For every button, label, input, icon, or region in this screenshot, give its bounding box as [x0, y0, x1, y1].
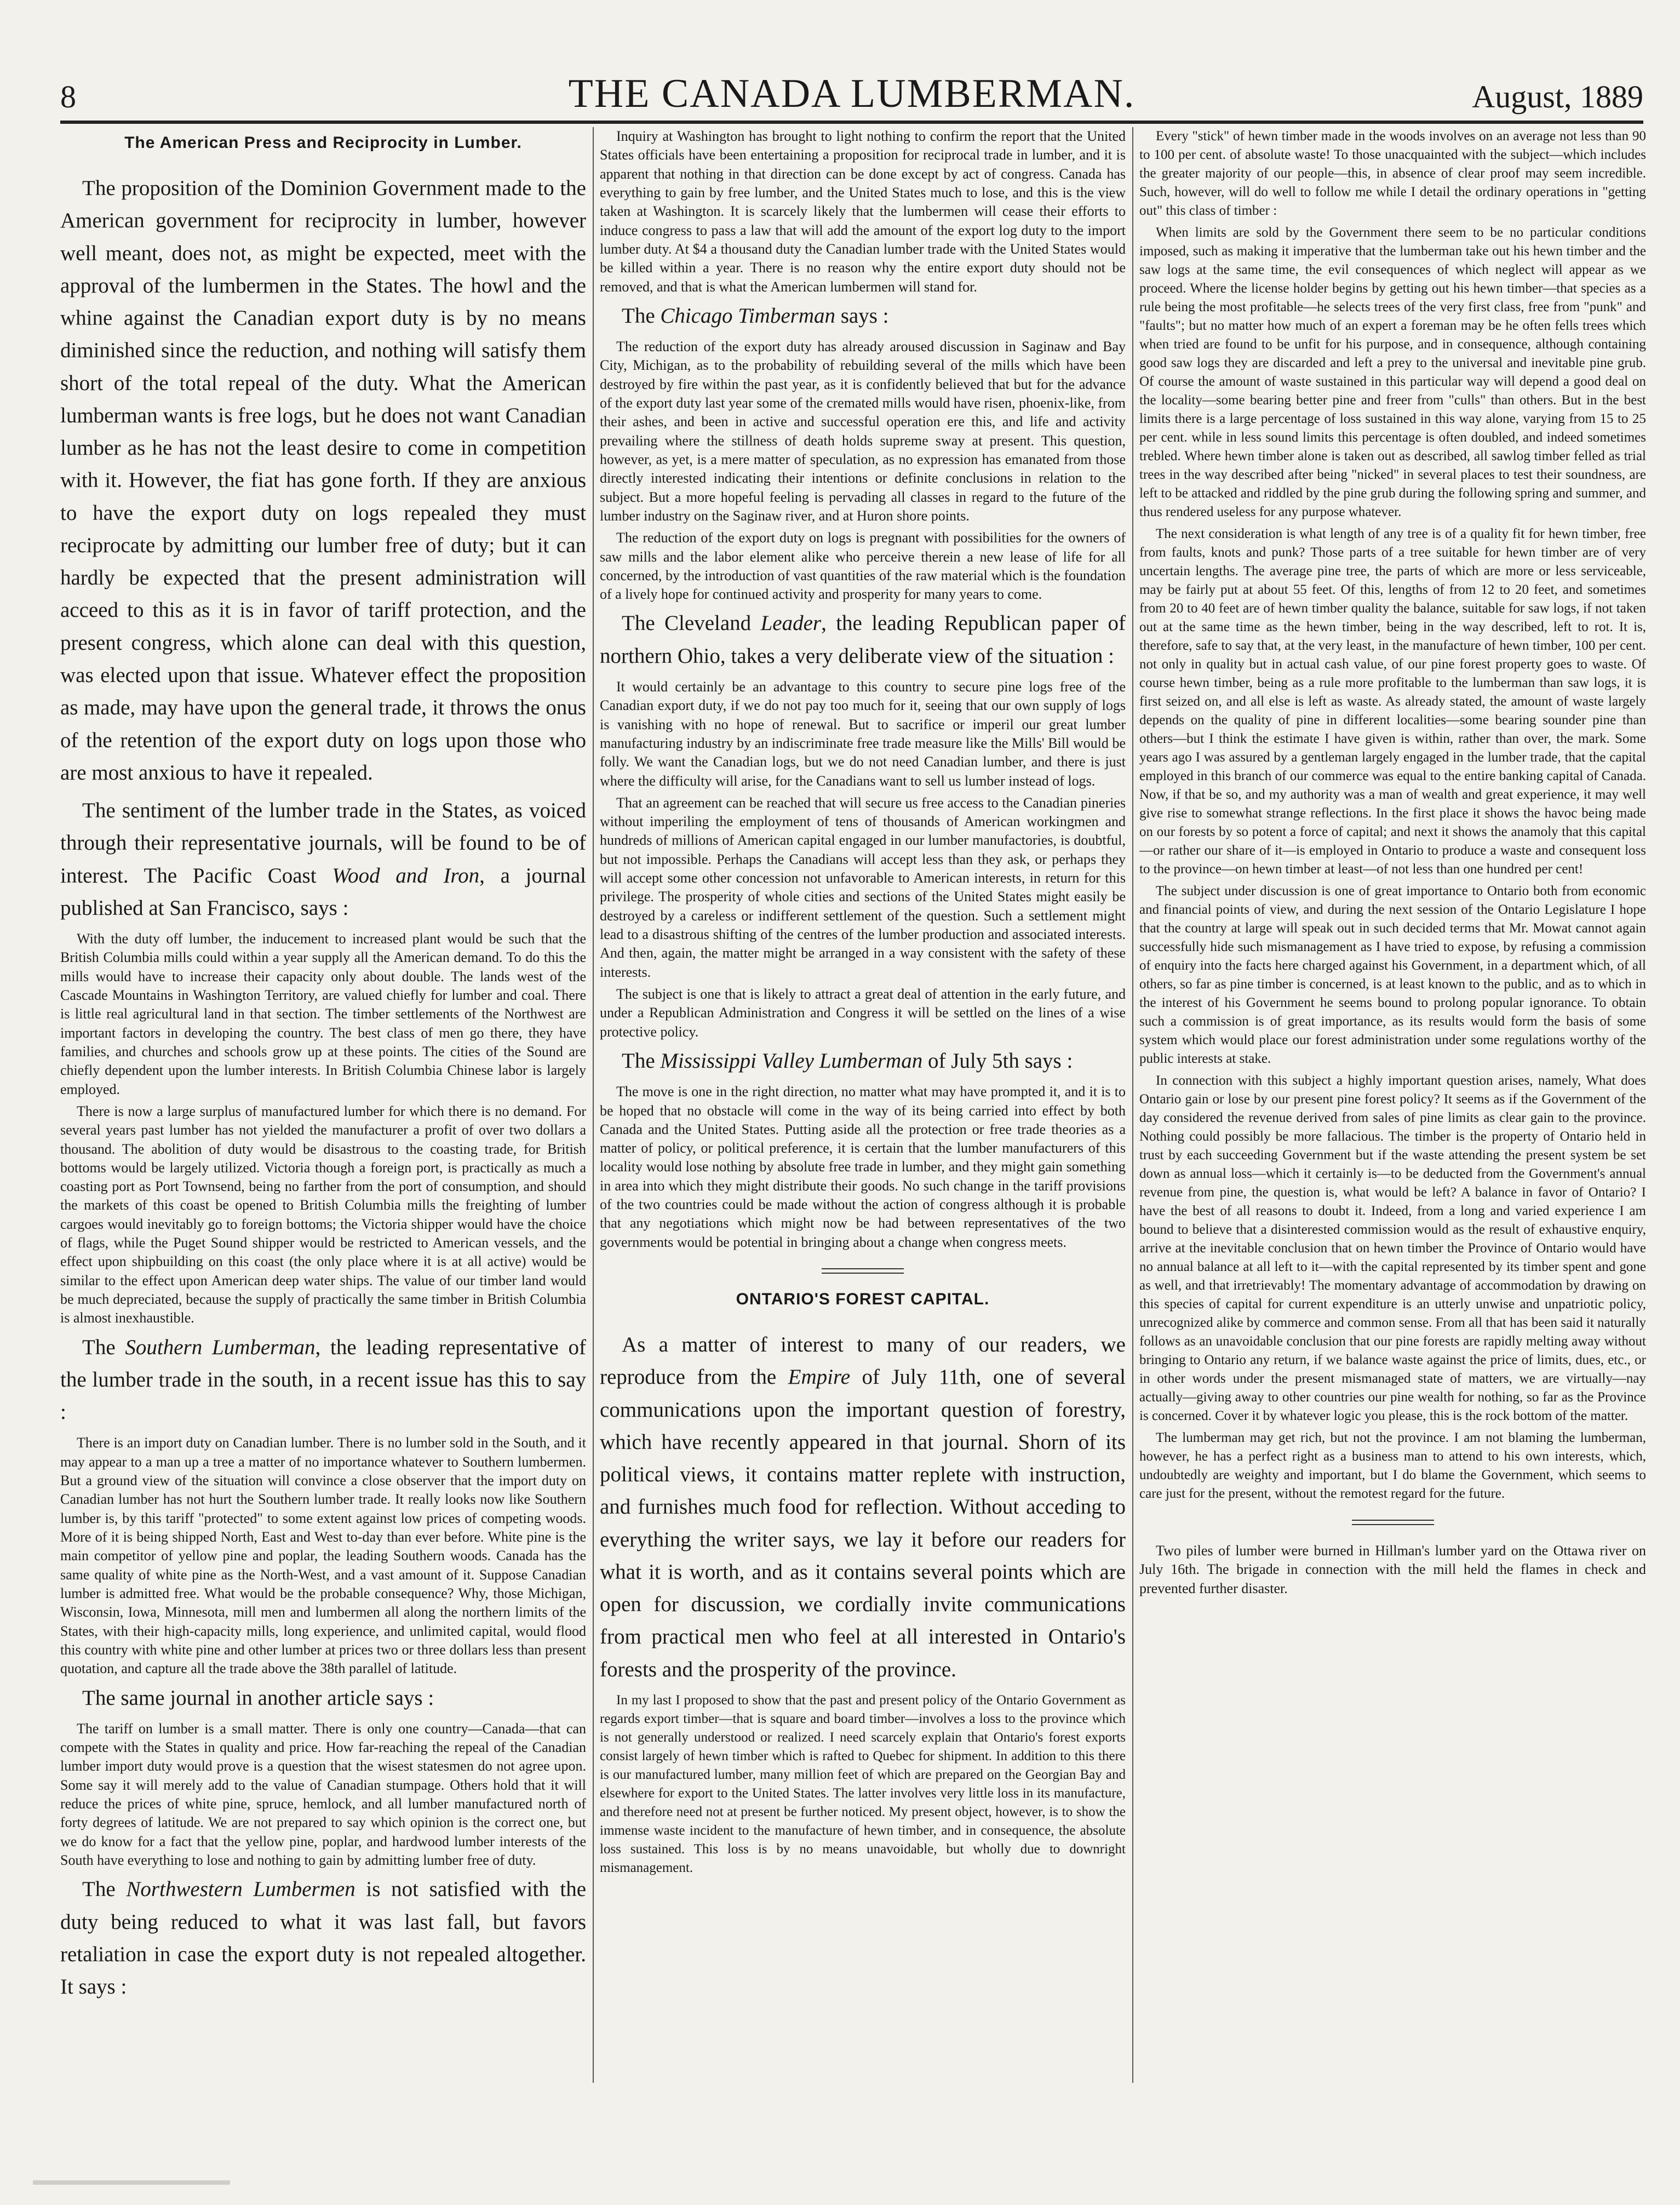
quoted-paragraph: Inquiry at Washington has brought to light nothing to confirm the report that the United States officials have been entertaining a proposition for reciprocal trade in lumber, and it is apparent that nothing in that direction can be done except by act of congress. Canada has everything to gain by free lumber, and the United States much to lose, and this is the view taken at Washington. It is scarcely likely that the lumbermen will cease their efforts to induce congress to pass a law that will add the amount of the export log duty to the import lumber duty. At $4 a thousand duty the Canadian lumber trade with the United States would be killed within a year. There is no reason why the entire export duty should not be removed, and that is what the American lumbermen will stand for.: [600, 128, 1126, 295]
article-paragraph: As a matter of interest to many of our readers, we reproduce from the Empire of July 11th, one of several communications upon the important question of forestry, which have recently appeared in that journal. Shorn of its political views, it contains matter replete with instruction, and furnishes much food for reflection. Without acceding to everything the writer says, we lay it before our readers for what it is worth, and as it contains several points which are open for discussion, we cordially invite communications from practical men who feel at all interested in Ontario's forests and the prosperity of the province.: [600, 1333, 1126, 1681]
news-brief: Two piles of lumber were burned in Hillman's lumber yard on the Ottawa river on July 16th. The brigade in connection with the mill held the flames in check and prevented further disaster.: [1139, 1543, 1646, 1596]
letter-paragraph: Every "stick" of hewn timber made in the woods involves on an average not less than 90 to 100 per cent. of absolute waste! To those unacquainted with the subject—which includes the greater majority of our people—this, in absence of clear proof may seem incredible. Such, however, will do well to follow me while I detail the ordinary operations in "getting out" this class of timber :: [1139, 129, 1646, 218]
publication-name: Wood and Iron: [332, 863, 480, 887]
column-2: [600, 127, 1126, 2083]
quoted-paragraph: There is now a large surplus of manufactured lumber for which there is no demand. For several years past lumber has not yielded the manufacturer a profit of over two dollars a thousand. The abolition of duty would be disastrous to the coasting trade, for British bottoms would be largely utilized. Victoria though a foreign port, is practically as much a coasting port as Port Townsend, being no farther from the port of consumption, and should the markets of this coast be opened to British Columbia mills the freighting of lumber cargoes would inevitably go to foreign bottoms; the Victoria shipper would have the choice of flags, while the Puget Sound shipper would be restricted to American vessels, and the effect upon shipbuilding on this coast (the only place where it is at all active) would be similar to the effect upon American deep water ships. The value of our timber land would be much depreciated, because the supply of practically the same timber in British Columbia is almost inexhaustible.: [60, 1103, 586, 1326]
column-rule: [1132, 127, 1133, 2083]
publication-name: Empire: [788, 1365, 851, 1389]
quoted-paragraph: The subject is one that is likely to attract a great deal of attention in the early future, and under a Republican Administration and Congress it will be settled on the lines of a wise protective policy.: [600, 986, 1126, 1040]
letter-paragraph: When limits are sold by the Government there seem to be no particular conditions imposed, such as making it imperative that the lumberman take out his hewn timber and the saw logs at the same time, the evil consequences of which neglect will appear as we proceed. Where the license holder begins by getting out his hewn timber—that species as a rule being the most profitable—he selects trees of the very first class, free from "punk" and "faults"; but no matter how much of an expert a foreman may be he often fells trees which when tried are found to be unfit for his purpose, and in consequence, although containing good saw logs they are discarded and left a prey to the universal and inevitable pine grub. Of course the amount of waste sustained in this particular way will depend a good deal on the locality—some bearing better pine and freer from "culls" than others. But in the best limits there is a large percentage of loss sustained in this way alone, varying from 15 to 25 per cent. while in less sound limits this percentage is often doubled, and indeed sometimes trebled. Where hewn timber alone is taken out as described, all sawlog timber felled as trial trees in the way described after being "nicked" in several places to test their soundness, are left to be attacked and riddled by the pine grub during the following spring and summer, and thus rendered useless for any purpose whatever.: [1139, 225, 1646, 519]
quoted-paragraph: It would certainly be an advantage to this country to secure pine logs free of the Canadian export duty, if we do not pay too much for it, seeing that our own supply of logs is vanishing with no hope of renewal. But to sacrifice or imperil our great lumber manufacturing industry by an indiscriminate free trade measure like the Mills' Bill would be folly. We want the Canadian logs, but we do not need Canadian lumber, and there is just where the difficulty will arise, for the Canadians want to sell us lumber instead of logs.: [600, 678, 1126, 789]
publication-name: Leader: [760, 611, 822, 635]
letter-paragraph: In connection with this subject a highly important question arises, namely, What does Ontario gain or lose by our present pine forest policy? It seems as if the Government of the day considered the revenue derived from sales of pine limits as clear gain to the province. Nothing could possibly be more fallacious. The timber is the property of Ontario held in trust by each succeeding Government but if the waste attending the present system be set down as annual loss—which it certainly is—to be deducted from the Government's annual revenue from pine, the question is, what would be left? A balance in favor of Ontario? I have the best of all reasons to doubt it. Indeed, from a long and varied experience I am bound to believe that a disinterested commission would as the result of exhaustive enquiry, arrive at the inevitable conclusion that on hewn timber the Province of Ontario would have no annual balance at all left to it—with the capital represented by its timber spent and gone as well, and that irretrievably! The momentary advantage of accommodation by drawing on this species of capital for current expenditure is an utterly unwise and unpatriotic policy, unrecognized alike by commerce and common sense. From all that has been said it naturally follows as an unavoidable conclusion that our pine forests are rapidly melting away without bringing to Ontario any return, if we balance waste against the price of limits, dues, etc., or in other words under the present mismanaged state of matters, we are virtually—nay actually—giving away to other countries our pine wealth for nothing, so far as the Province is concerned. Cover it by whatever logic you please, this is the rock bottom of the matter.: [1139, 1073, 1646, 1423]
publication-name: Chicago Timberman: [660, 303, 835, 328]
publication-name: Southern Lumberman: [125, 1335, 316, 1359]
quoted-paragraph: The reduction of the export duty on logs is pregnant with possibilities for the owners of saw mills and the labor element alike who perceive therein a new lease of life for all concerned, by the introduction of vast quantities of the raw material which is the foundation of a lively hope for continued activity and prosperity for many years to come.: [600, 530, 1126, 603]
section-divider: [1352, 1520, 1434, 1525]
quoted-paragraph: The reduction of the export duty has already aroused discussion in Saginaw and Bay City, Michigan, as to the probability of rebuilding several of the mills which have been destroyed by fire within the past year, as it is confidently believed that but for the advance of the export duty last year some of the cremated mills would have risen, phoenix-like, from their ashes, and been in active and successful operation ere this, and life and activity prevailing where the stillness of death holds supreme sway at present. This question, however, as yet, is a mere matter of speculation, as no expression has emanated from those directly interested indicating their intentions or definite conclusions in relation to the subject. But a more hopeful feeling is pervading all classes in regard to the future of the lumber industry on the Saginaw river, and at Huron shore points.: [600, 339, 1126, 524]
article-paragraph: The Cleveland Leader, the leading Republican paper of northern Ohio, takes a very deliberate view of the situation :: [600, 611, 1126, 668]
article-paragraph: The Mississippi Valley Lumberman of July 5th says :: [622, 1049, 1073, 1073]
letter-paragraph: The next consideration is what length of any tree is of a quality fit for hewn timber, free from faults, knots and punk? Those parts of a tree suitable for hewn timber are of very uncertain lengths. The average pine tree, the parts of which are more or less serviceable, may be fairly put at about 55 feet. Of this, lengths of from 12 to 20 feet, and sometimes from 20 to 40 feet are of hewn timber quality the balance, suitable for saw logs, if not taken out at the same time as the hewn timber, being in the way described, left to rot. It is, therefore, safe to say that, at the very least, in the manufacture of hewn timber, 100 per cent. not only in quality but in actual cash value, of our pine forest property goes to waste. Of course hewn timber, being as a rule more profitable to the lumberman than saw logs, it is first seized on, and all else is left as waste. As already stated, the amount of waste largely depends on the quality of pine in different localities—some bearing sounder pine than others—but I think the estimate I have given is within, rather than over, the mark. Some years ago I was assured by a gentleman largely engaged in the lumber trade, that the capital employed in this branch of our commerce was equal to the entire banking capital of Canada. Now, if that be so, and my authority was a man of wealth and great experience, it may well give rise to somewhat strange reflections. In the first place it shows the havoc being made on our forests by so potent a force of capital; and next it shows the anamoly that this capital—or rather our share of it—is employed in Ontario to produce a waste and consequent loss to the province—on hewn timber at least—of not less than one hundred per cent!: [1139, 526, 1646, 877]
quoted-paragraph: There is an import duty on Canadian lumber. There is no lumber sold in the South, and it may appear to a man up a tree a matter of no importance whatever to Southern lumbermen. But a ground view of the situation will convince a close observer that the import duty on Canadian lumber has not hurt the Southern lumber trade. It really looks now like Southern lumber is, by this tariff "protected" to some extent against low prices of competing woods. More of it is being shipped North, East and West to-day than ever before. White pine is the main competitor of yellow pine and poplar, the leading Southern woods. Canada has the same quality of white pine as the North-West, and a vast amount of it. Suppose Canadian lumber is admitted free. What would be the probable consequence? Why, those Michigan, Wisconsin, Iowa, Minnesota, mill men and lumbermen all along the northern limits of the States, with their high-capacity mills, long experience, and unlimited capital, would flood this country with white pine and other lumber at prices two or three dollars less than present quotation, and capture all the trade above the 38th parallel of latitude.: [60, 1435, 586, 1677]
print-smudge: [33, 2180, 230, 2185]
section-divider: [822, 1268, 904, 1274]
publication-name: Northwestern Lumbermen: [126, 1877, 356, 1902]
letter-paragraph: The subject under discussion is one of great importance to Ontario both from economic and financial points of view, and during the next session of the Ontario Legislature I hope that the country at large will speak out in such decided terms that Mr. Mowat cannot again successfully hide such mismanagement as I have tried to expose, by refusing a commission of enquiry into the facts here charged against his Government, in a department which, of all others, so far as pine timber is concerned, is at least known to the public, and as to which in the interest of his Government he seems bound to prolong popular ignorance. To obtain such a commission is of great importance, as its results would form the basis of some system which would place our forest administration under some regulations worthy of the public interests at stake.: [1139, 884, 1646, 1066]
page-number: 8: [60, 79, 76, 114]
masthead: [60, 66, 1643, 124]
letter-paragraph: The lumberman may get rich, but not the province. I am not blaming the lumberman, however, he has a perfect right as a business man to attend to his own interests, which, undoubtedly are weighty and important, but I do blame the Government, which seems to care just for the present, without the remotest regard for the future.: [1139, 1430, 1646, 1501]
article-paragraph: The Northwestern Lumbermen is not satisfied with the duty being reduced to what it was last fall, but favors retaliation in case the export duty is not repealed altogether. It says :: [60, 1877, 586, 1999]
newspaper-title: THE CANADA LUMBERMAN.: [568, 71, 1136, 116]
quoted-paragraph: The tariff on lumber is a small matter. There is only one country—Canada—that can compete with the States in quality and price. How far-reaching the repeal of the Canadian lumber import duty would prove is a question that the wisest statesmen do not agree upon. Some say it will merely add to the value of Canadian stumpage. Others hold that it will reduce the prices of white pine, spruce, hemlock, and all lumber manufactured north of forty degrees of latitude. We are not prepared to say which opinion is the correct one, but we do know for a fact that the yellow pine, poplar, and hardwood lumber interests of the South have everything to lose and nothing to gain by admitting lumber free of duty.: [60, 1720, 586, 1868]
article-heading: ONTARIO'S FOREST CAPITAL.: [736, 1290, 990, 1308]
letter-paragraph: In my last I proposed to show that the past and present policy of the Ontario Government as regards export timber—that is square and board timber—involves a loss to the province which is not generally understood or realized. I need scarcely explain that Ontario's forest exports consist largely of hewn timber which is rafted to Quebec for shipment. In addition to this there is our manufactured lumber, many million feet of which are prepared on the Georgian Bay and elsewhere for export to the United States. The latter involves very little loss in its manufacture, and therefore need not at present be further noticed. My present object, however, is to show the immense waste incident to the manufacture of hewn timber, and in consequence, the absolute loss sustained. This loss is by no means unavoidable, but wholly due to downright mismanagement.: [600, 1692, 1126, 1875]
article-paragraph: The same journal in another article says :: [82, 1686, 434, 1710]
article-paragraph: The proposition of the Dominion Government made to the American government for reciprocity in lumber, however well meant, does not, as might be expected, meet with the approval of the lumbermen in the States. The howl and the whine against the Canadian export duty is by no means diminished since the reduction, and nothing will satisfy them short of the total repeal of the duty. What the American lumberman wants is free logs, but he does not want Canadian lumber as he has not the least desire to come in competition with it. However, the fiat has gone forth. If they are anxious to have the export duty on logs repealed they must reciprocate by admitting our lumber free of duty; but it can hardly be expected that the present administration will acceed to this as it is in favor of tariff protection, and the present congress, which alone can deal with this question, was elected upon that issue. Whatever effect the proposition as made, may have upon the general trade, it throws the onus of the retention of the export duty on logs upon those who are most anxious to have it repealed.: [60, 176, 586, 784]
article-heading: The American Press and Reciprocity in Lumber.: [124, 134, 522, 152]
article-paragraph: The Southern Lumberman, the leading representative of the lumber trade in the south, in a recent issue has this to say :: [60, 1335, 586, 1424]
column-3: [1139, 127, 1646, 2083]
quoted-paragraph: With the duty off lumber, the inducement to increased plant would be such that the British Columbia mills could within a year supply all the American demand. To do this the mills would have to increase their capacity only about double. The lands west of the Cascade Mountains in Washington Territory, are valued chiefly for lumber and coal. There is little real agricultural land in that section. The timber settlements of the Northwest are important factors in developing the country. The best class of men go there, they have families, and churches and schools grow up at these points. The cities of the Sound are chiefly dependent upon the lumber interests. In British Columbia Chinese labor is largely employed.: [60, 931, 586, 1097]
quoted-paragraph: The move is one in the right direction, no matter what may have prompted it, and it is to be hoped that no obstacle will come in the way of its being carried into effect by both Canada and the United States. Putting aside all the protection or free trade theories as a matter of policy, or political preference, it is certain that the lumber manufacturers of this locality would lose nothing by absolute free trade in lumber, and they might gain something in area into which they might distribute their goods. No such change in the tariff provisions of the two countries could be made without the action of congress although it is probable that any negotiations which might now be had between representatives of the two governments would be potential in bringing about a change when congress meets.: [600, 1084, 1126, 1250]
issue-date: August, 1889: [1472, 79, 1643, 114]
quoted-paragraph: That an agreement can be reached that will secure us free access to the Canadian pineries without imperiling the employment of tens of thousands of American workingmen and hundreds of millions of American capital engaged in our lumber manufactories, is doubtful, but not impossible. Perhaps the Canadians will accept less than they ask, or perhaps they will accept some other concession not unfavorable to American interests, in return for this privilege. The prosperity of whole cities and sections of the United States might easily be destroyed by a careless or indifferent settlement of the question. Such a settlement might lead to a disastrous shifting of the centres of the lumber production and associated interests. And then, again, the matter might be arranged in a way consistent with the safety of these interests.: [600, 794, 1126, 980]
column-rule: [593, 127, 594, 2083]
column-1: [60, 127, 586, 2083]
publication-name: Mississippi Valley Lumberman: [660, 1049, 923, 1073]
article-paragraph: The sentiment of the lumber trade in the States, as voiced through their representative journals, will be found to be of interest. The Pacific Coast Wood and Iron, a journal published at San Francisco, says :: [60, 799, 586, 920]
article-paragraph: The Chicago Timberman says :: [622, 303, 889, 328]
